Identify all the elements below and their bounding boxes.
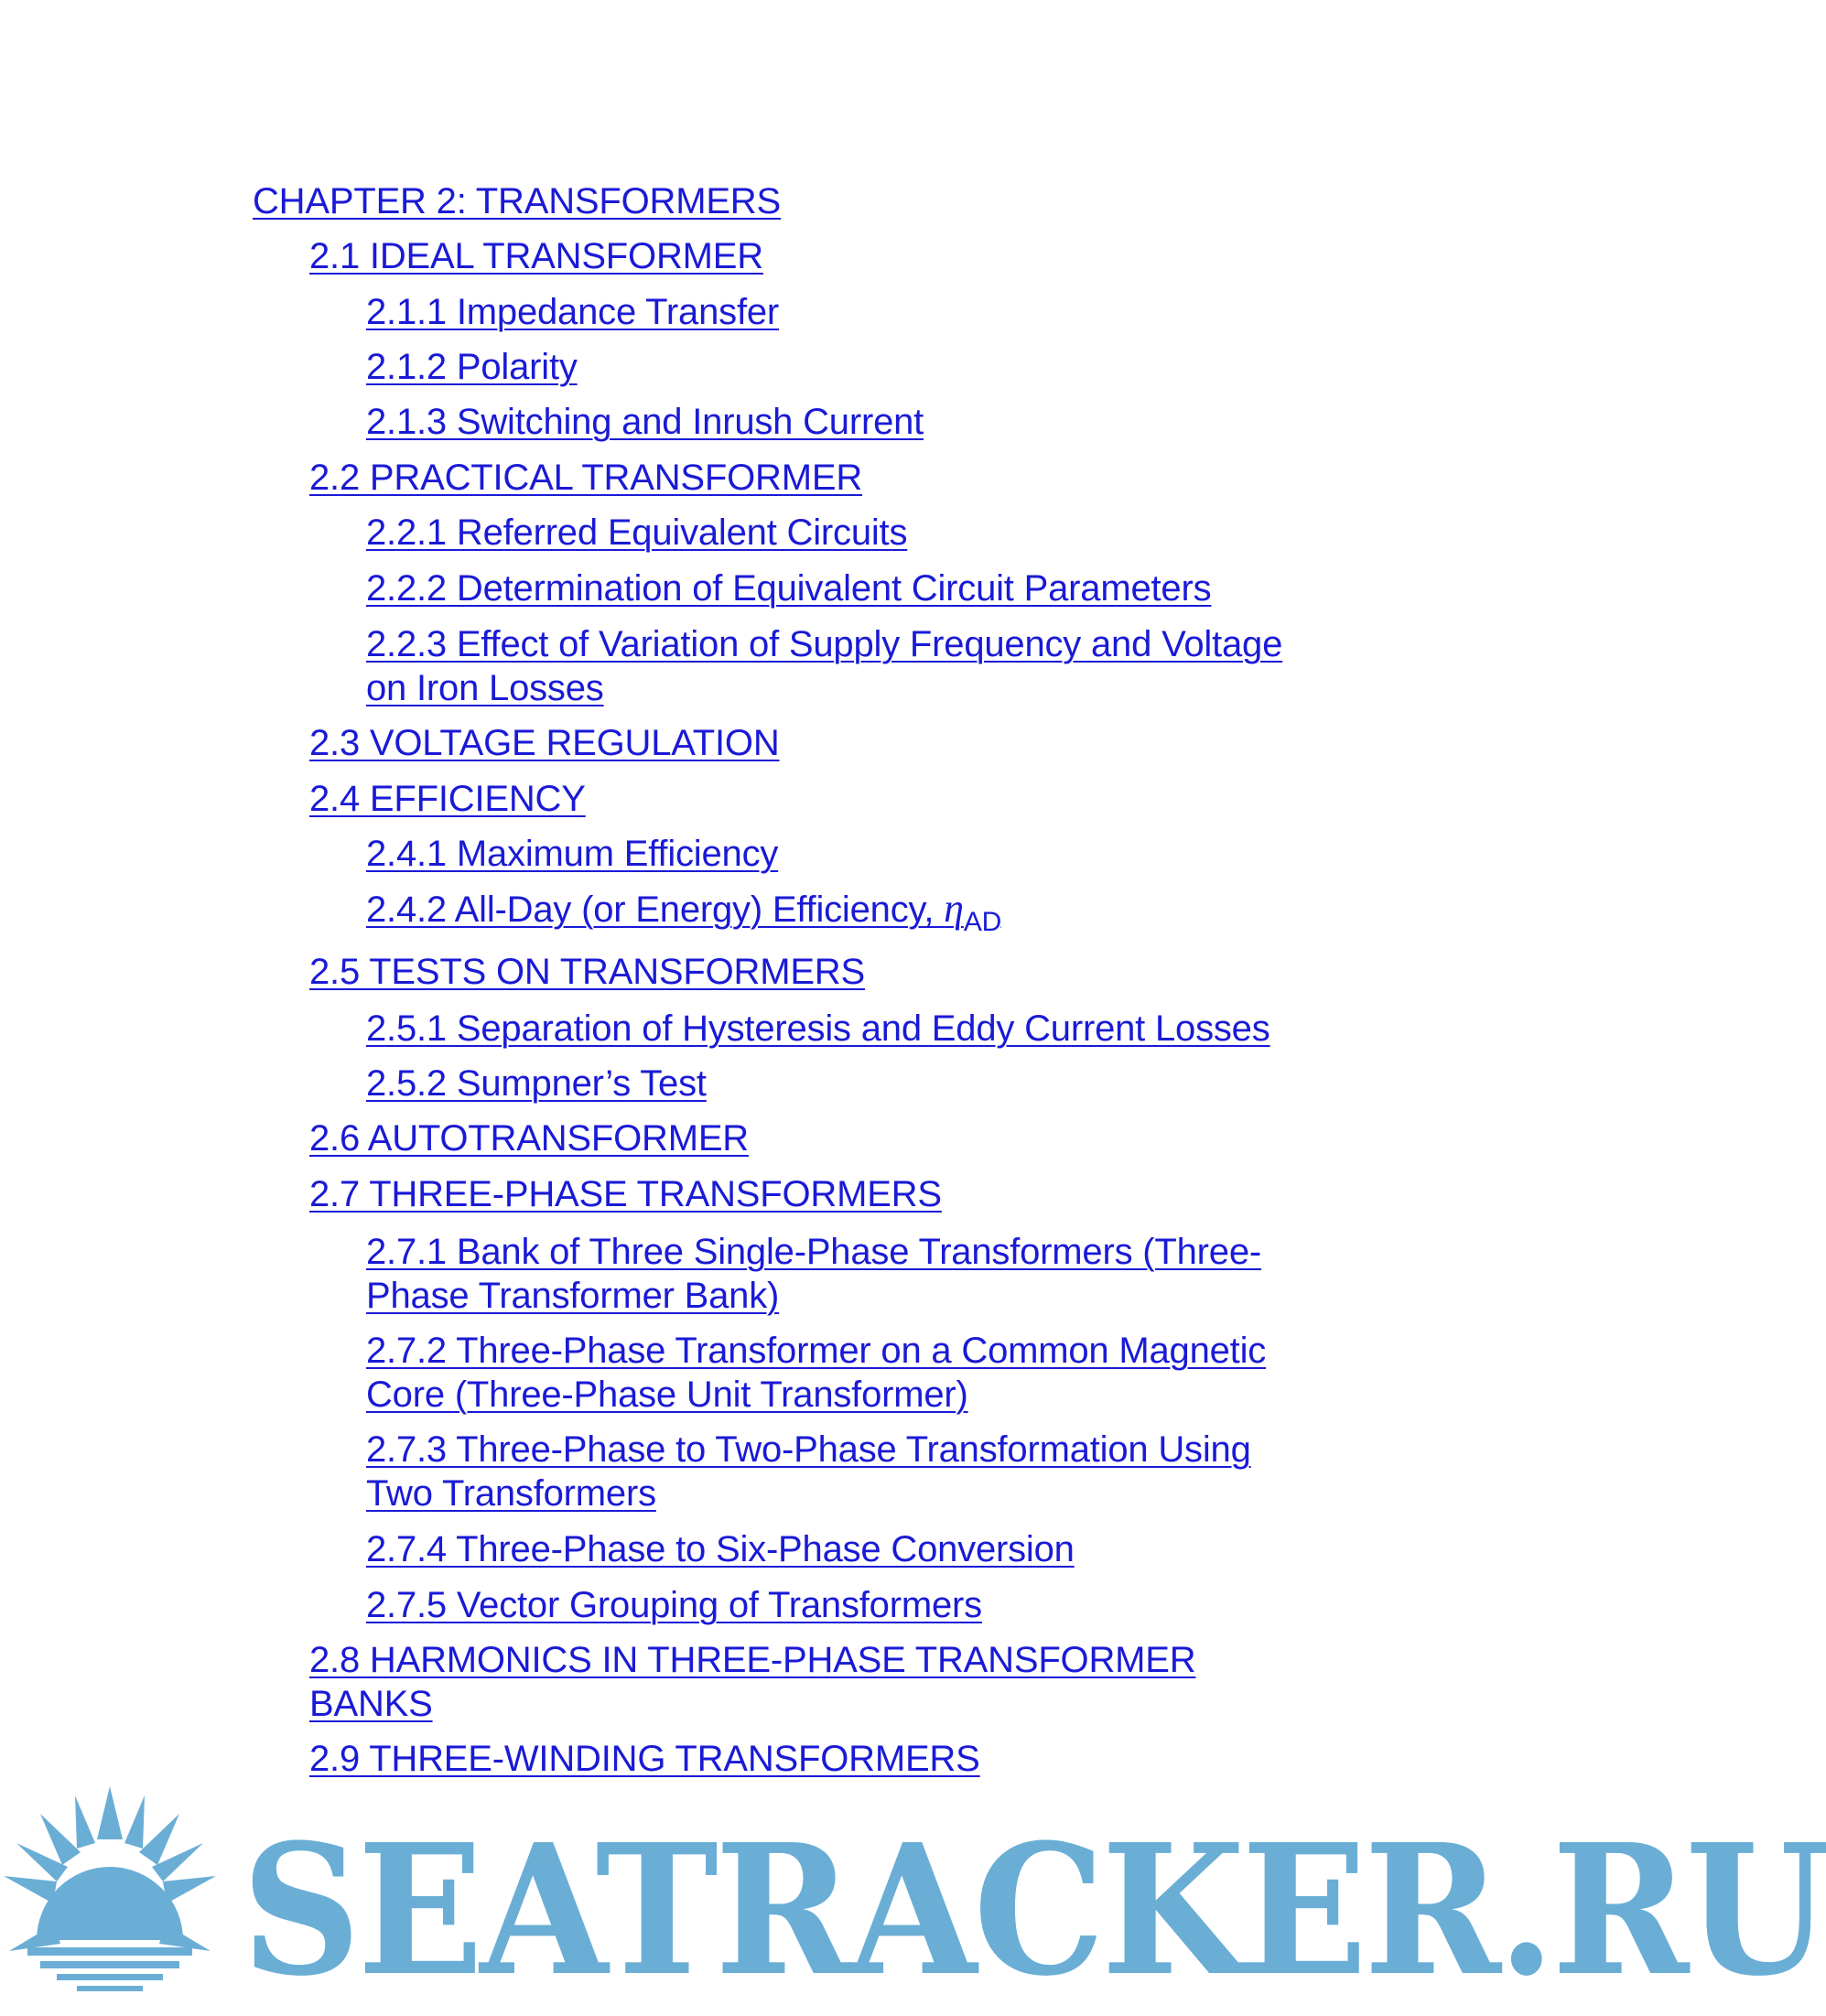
eta-subscript: AD [963, 907, 1002, 937]
toc-2-2-link[interactable]: 2.2 PRACTICAL TRANSFORMER [309, 458, 863, 498]
toc-2-5-2-link[interactable]: 2.5.2 Sumpner’s Test [366, 1063, 707, 1104]
toc-2-4-2-link[interactable] [366, 887, 1001, 944]
toc-2-7-2-link-line2[interactable]: Core (Three-Phase Unit Transformer) [366, 1375, 968, 1415]
toc-2-7-link[interactable]: 2.7 THREE-PHASE TRANSFORMERS [309, 1174, 942, 1214]
toc-2-5-1-link[interactable]: 2.5.1 Separation of Hysteresis and Eddy Current Losses [366, 1008, 1270, 1049]
toc-2-1-link[interactable]: 2.1 IDEAL TRANSFORMER [309, 236, 763, 276]
toc-2-3-link[interactable]: 2.3 VOLTAGE REGULATION [309, 723, 780, 763]
eta-symbol: η [944, 886, 964, 931]
toc-2-2-3-link-line2[interactable]: on Iron Losses [366, 668, 604, 708]
toc-2-7-2-link-line1[interactable]: 2.7.2 Three-Phase Transformer on a Common Magnetic [366, 1331, 1267, 1371]
toc-2-1-3-link[interactable]: 2.1.3 Switching and Inrush Current [366, 402, 924, 442]
toc-2-8-link-line1[interactable]: 2.8 HARMONICS IN THREE-PHASE TRANSFORMER [309, 1640, 1196, 1680]
toc-2-7-5-link[interactable]: 2.7.5 Vector Grouping of Transformers [366, 1585, 982, 1625]
toc-2-4-1-link[interactable]: 2.4.1 Maximum Efficiency [366, 834, 779, 874]
toc-2-1-1-link[interactable]: 2.1.1 Impedance Transfer [366, 292, 780, 332]
toc-2-6-link[interactable]: 2.6 AUTOTRANSFORMER [309, 1118, 749, 1159]
toc-2-2-3-link-line1[interactable]: 2.2.3 Effect of Variation of Supply Frequency and Voltage [366, 624, 1283, 664]
toc-2-9-link[interactable]: 2.9 THREE-WINDING TRANSFORMERS [309, 1739, 980, 1779]
toc-2-7-3-link-line2[interactable]: Two Transformers [366, 1473, 656, 1514]
toc-2-7-1-link-line2[interactable]: Phase Transformer Bank) [366, 1276, 780, 1316]
sun-icon [4, 1786, 216, 1991]
toc-2-8-link-line2[interactable]: BANKS [309, 1684, 433, 1724]
toc-2-7-4-link[interactable]: 2.7.4 Three-Phase to Six-Phase Conversion [366, 1529, 1075, 1569]
toc-2-2-2-link[interactable]: 2.2.2 Determination of Equivalent Circuit Parameters [366, 568, 1212, 609]
toc-2-7-3-link-line1[interactable]: 2.7.3 Three-Phase to Two-Phase Transformation Using [366, 1429, 1251, 1470]
toc-2-4-link[interactable]: 2.4 EFFICIENCY [309, 779, 586, 819]
toc-2-1-2-link[interactable]: 2.1.2 Polarity [366, 347, 578, 387]
toc-2-2-1-link[interactable]: 2.2.1 Referred Equivalent Circuits [366, 512, 908, 553]
toc-2-5-link[interactable]: 2.5 TESTS ON TRANSFORMERS [309, 952, 865, 992]
toc-chapter-2-link[interactable]: CHAPTER 2: TRANSFORMERS [253, 181, 781, 221]
toc-2-7-1-link-line1[interactable]: 2.7.1 Bank of Three Single-Phase Transformers (Three- [366, 1232, 1262, 1272]
watermark-text: SEATRACKER.RU [242, 1806, 1826, 2016]
toc-2-4-2-text: 2.4.2 All-Day (or Energy) Efficiency, [366, 889, 945, 930]
